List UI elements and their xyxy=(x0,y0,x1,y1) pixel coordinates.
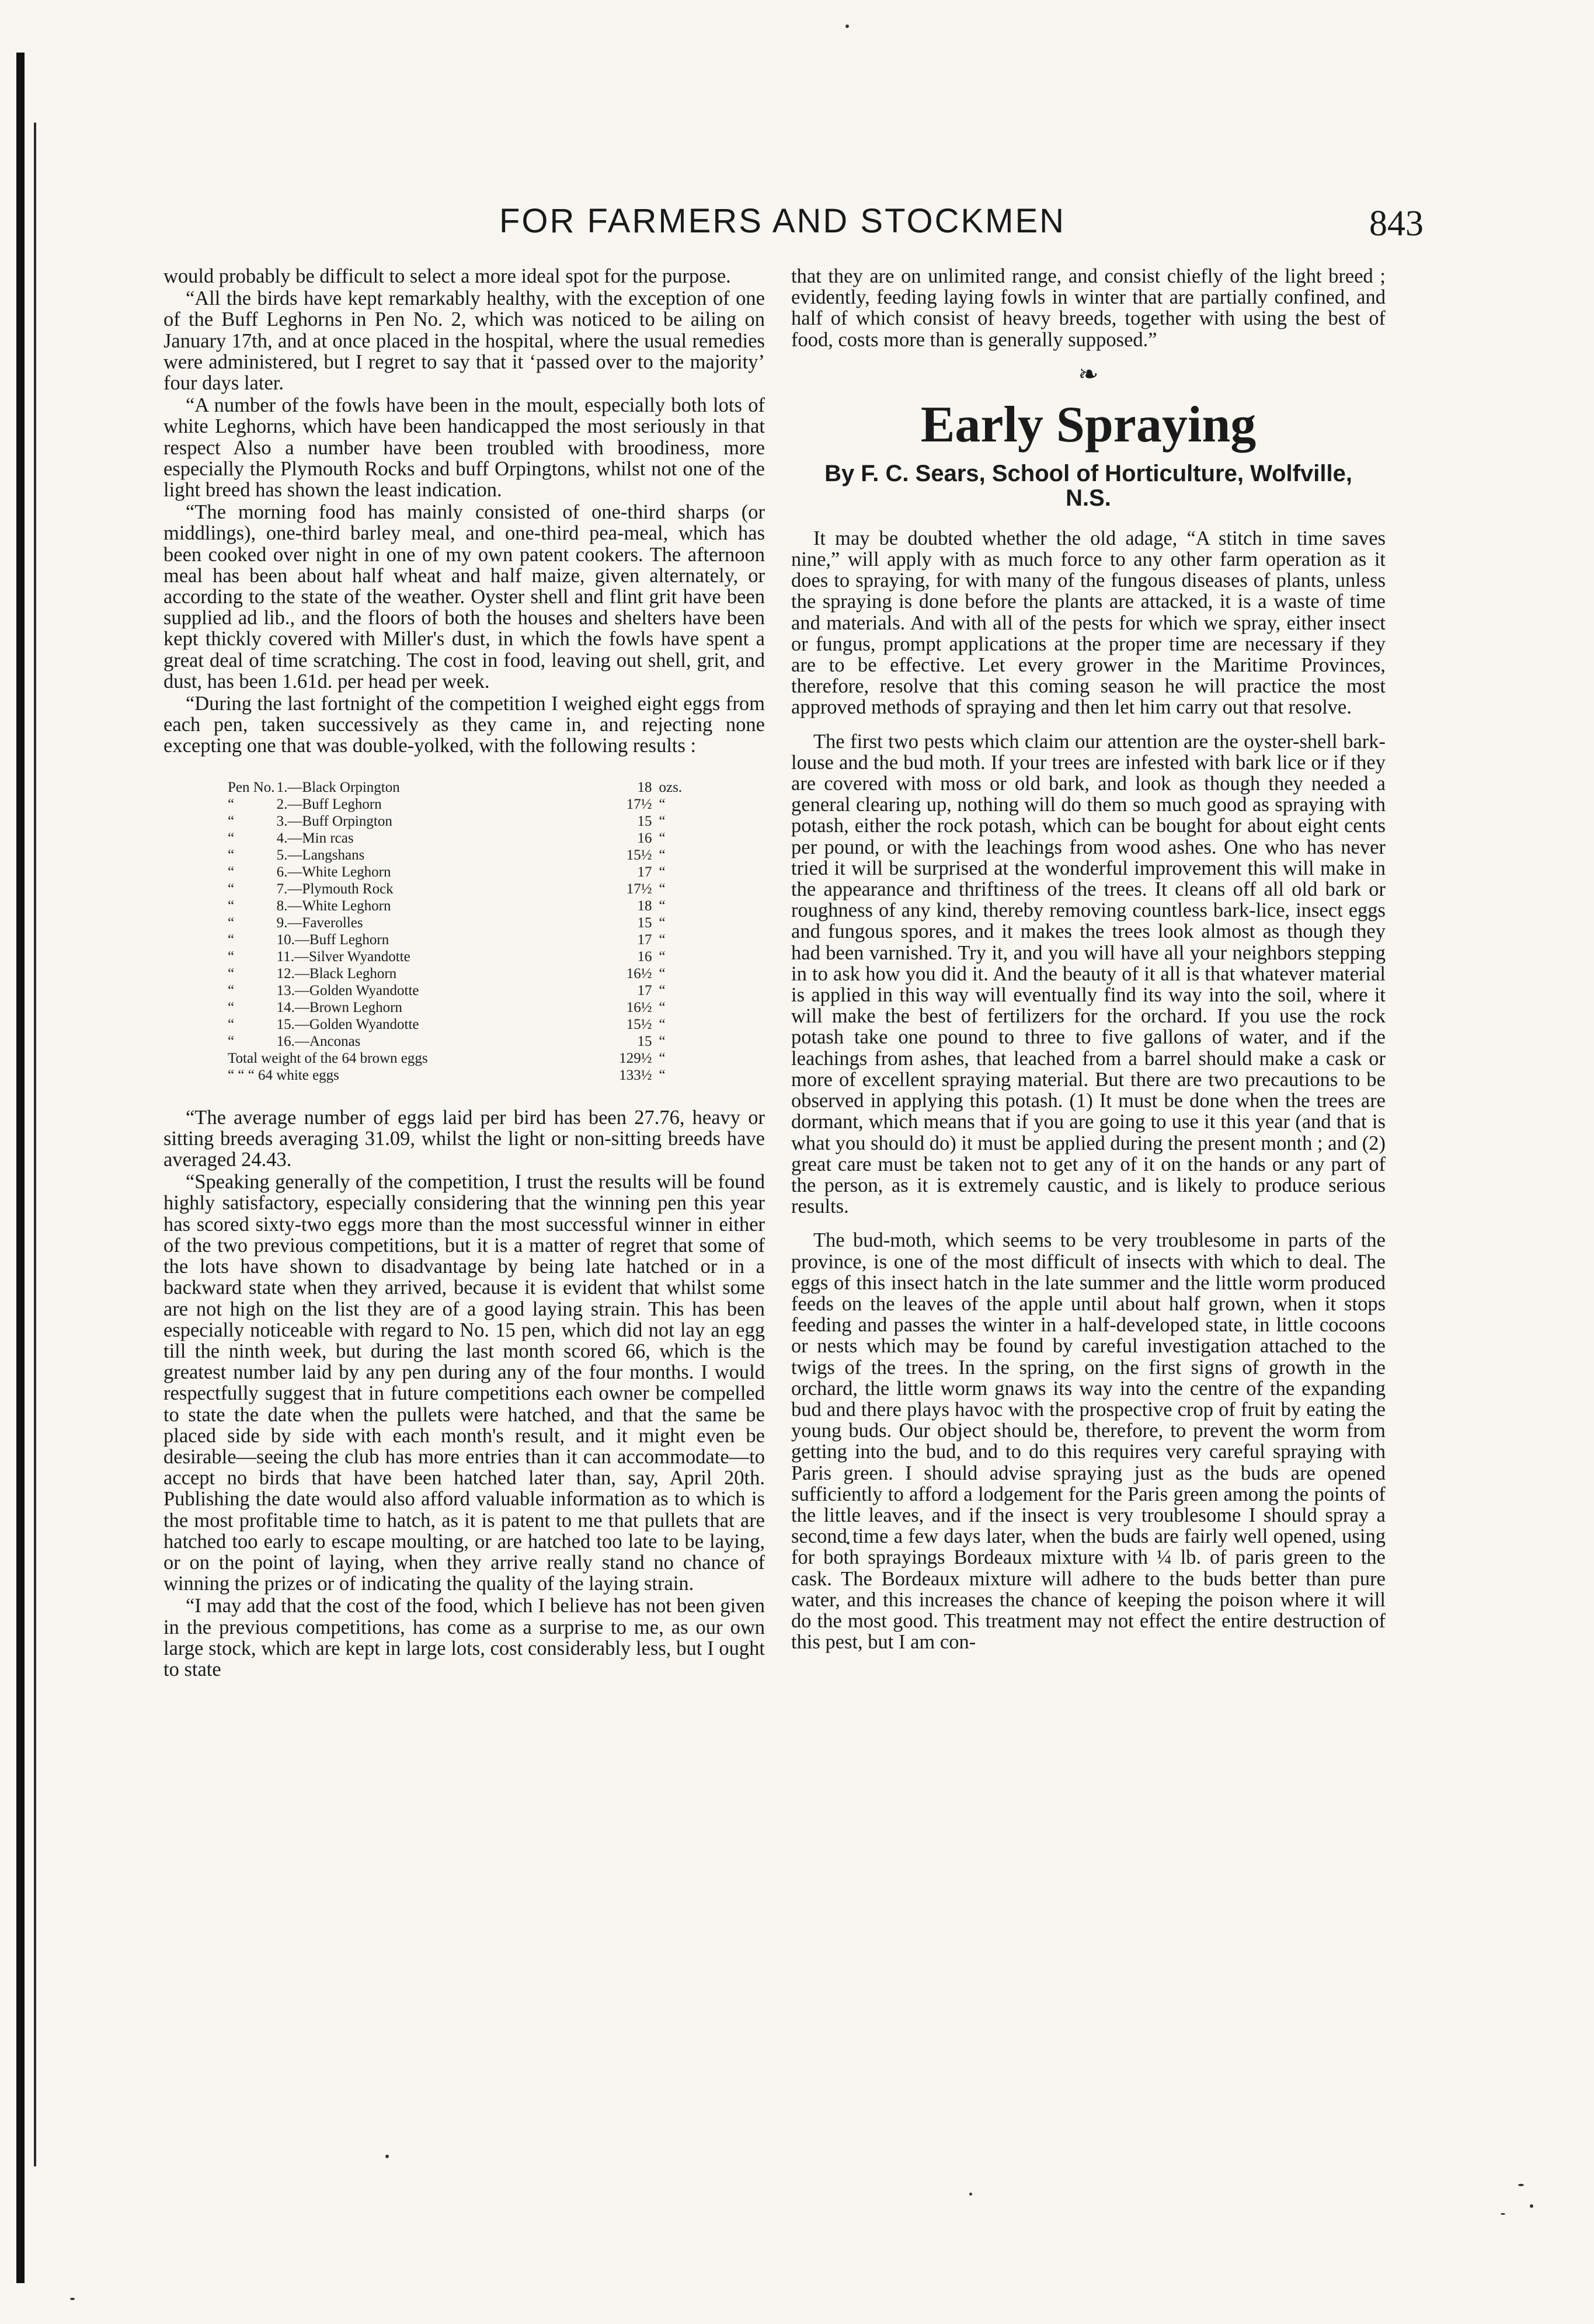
pen-prefix: “ xyxy=(228,948,235,965)
table-row xyxy=(228,1016,695,1033)
egg-weight: 15 xyxy=(637,813,652,829)
scan-binding-shadow xyxy=(16,53,25,2283)
breed-name: 8.—White Leghorn xyxy=(276,897,391,914)
table-row xyxy=(228,864,695,881)
pen-prefix: “ xyxy=(228,931,235,948)
egg-weight: 18 xyxy=(637,779,652,795)
article-title: Early Spraying xyxy=(920,396,1257,453)
egg-weight: 16½ xyxy=(626,965,652,982)
breed-name: 14.—Brown Leghorn xyxy=(276,999,402,1015)
weight-unit: “ xyxy=(659,864,666,880)
pen-prefix: “ xyxy=(228,914,235,931)
pen-prefix: “ xyxy=(228,965,235,982)
breed-name: 4.—Min rcas xyxy=(276,830,354,846)
table-row xyxy=(228,999,695,1016)
paragraph: “Speaking generally of the competition, I trust the results will be found highly satisfactory, especially considering that the winning pen this year has scored sixty-two eggs more than the most successful winner in either of the two previous competitions, but it is a matter of regret that some of the lots have shown to disadvantage by being late hatched or in a backward state when they arrived, because it is evident that whilst some are not high on the list they are of a good laying strain. This has been especially noticeable with regard to No. 15 pen, which did not lay an egg till the ninth week, but during the last month scored 66, which is the greatest number laid by any pen during any of the four months. I would respectfully suggest that in future competitions each owner be compelled to state the date when the pullets were hatched, and that the same be placed side by side with each month's result, and it might even be desirable—seeing the club has more entries than it can accommodate—to accept no birds that have been hatched later than, say, April 20th. Publishing the date would also afford valuable information as to which is the most profitable time to hatch, as it is patent to me that pullets that are hatched too early to escape moulting, or are hatched too late to be laying, or on the point of laying, when they arrive really stand no chance of winning the prizes or of indicating the quality of the laying strain. xyxy=(163,1171,765,1595)
weight-unit: “ xyxy=(659,999,666,1015)
pen-prefix: “ xyxy=(228,864,235,880)
egg-weight: 15 xyxy=(637,914,652,931)
total-weight: 129½ xyxy=(619,1050,652,1066)
pen-prefix: “ xyxy=(228,847,235,863)
scan-speck xyxy=(1530,2204,1533,2208)
breed-name: 9.—Faverolles xyxy=(276,914,363,931)
pen-prefix: “ xyxy=(228,999,235,1015)
pen-prefix: “ xyxy=(228,881,235,897)
weight-unit: “ xyxy=(659,1033,666,1049)
breed-name: 16.—Anconas xyxy=(276,1033,361,1049)
paragraph: “All the birds have kept remarkably healthy, with the exception of one of the Buff Leghorns in Pen No. 2, which was noticed to be ailing on January 17th, and at once placed in the hospital, where the usual remedies were administered, but I regret to say that it ‘passed over to the majority’ four days later. xyxy=(163,287,765,395)
egg-weight: 16 xyxy=(637,948,652,965)
running-head: FOR FARMERS AND STOCKMEN xyxy=(499,202,1066,240)
scan-speck xyxy=(1518,2184,1524,2186)
breed-name: 15.—Golden Wyandotte xyxy=(276,1016,419,1032)
paragraph: The bud-moth, which seems to be very troublesome in parts of the province, is one of the most difficult of insects with which to deal. The eggs of this insect hatch in the late summer and the little worm produced feeds on the leaves of the apple until about half grown, when it stops feeding and passes the winter in a half-developed state, in little cocoons or nests which may be found by careful investigation attached to the twigs of the trees. In the spring, on the first signs of growth in the orchard, the little worm gnaws its way into the centre of the expanding bud and there plays havoc with the prospective crop of fruit by eating the young buds. Our object should be, therefore, to prevent the worm from getting into the bud, and to do this requires very careful spraying with Paris green. I should advise spraying just as the buds are opened sufficiently to afford a lodgement for the Paris green among the points of the little leaves, and if the insect is very troublesome I should spray a second time a few days later, when the buds are fairly well opened, using for both sprayings Bordeaux mixture with ¼ lb. of paris green to the cask. The Bordeaux mixture will adhere to the buds better than pure water, and this increases the chance of keeping the poison where it will do the most good. This treatment may not effect the entire destruction of this pest, but I am con- xyxy=(791,1229,1386,1654)
table-row xyxy=(228,1033,695,1050)
total-label: “ “ “ 64 white eggs xyxy=(228,1067,339,1083)
pen-prefix: “ xyxy=(228,897,235,914)
weight-unit: ozs. xyxy=(659,779,683,795)
total-label: Total weight of the 64 brown eggs xyxy=(228,1050,428,1066)
pen-prefix: “ xyxy=(228,796,235,812)
table-total-row xyxy=(228,1050,695,1067)
scan-speck xyxy=(385,2155,389,2158)
breed-name: 2.—Buff Leghorn xyxy=(276,796,382,812)
breed-name: 1.—Black Orpington xyxy=(276,779,400,795)
left-column xyxy=(163,266,765,1680)
paragraph: “The average number of eggs laid per bird has been 27.76, heavy or sitting breeds averaging 31.09, whilst the light or non-sitting breeds have averaged 24.43. xyxy=(163,1106,765,1171)
pen-prefix: “ xyxy=(228,1033,235,1049)
egg-weight: 16 xyxy=(637,830,652,846)
breed-name: 5.—Langshans xyxy=(276,847,365,863)
byline: By F. C. Sears, School of Horticulture, Wolfville, N.S. xyxy=(824,460,1352,511)
breed-name: 13.—Golden Wyandotte xyxy=(276,982,419,999)
egg-weight: 18 xyxy=(637,897,652,914)
table-row xyxy=(228,931,695,948)
paragraph: “I may add that the cost of the food, which I believe has not been given in the previous competitions, has come as a surprise to me, as our own large stock, which are kept in large lots, cost considerably less, but I ought to state xyxy=(163,1595,765,1681)
weight-unit: “ xyxy=(659,881,666,897)
table-row xyxy=(228,847,695,864)
weight-unit: “ xyxy=(659,982,666,999)
weight-unit: “ xyxy=(659,847,666,863)
paragraph: It may be doubted whether the old adage, “A stitch in time saves nine,” will apply with as much force to any other farm operation as it does to spraying, for with many of the fungous diseases of plants, unless the spraying is done before the plants are attacked, it is a waste of time and materials. And with all of the pests for which we spray, either insect or fungus, prompt applications at the proper time are necessary if they are to be effective. Let every grower in the Maritime Provinces, therefore, resolve that this coming season he will practice the most approved methods of spraying and then let him carry out that resolve. xyxy=(791,527,1386,719)
scan-speck xyxy=(70,2298,75,2300)
egg-weight-table xyxy=(228,779,695,1084)
right-column xyxy=(791,266,1386,1652)
table-row xyxy=(228,914,695,931)
weight-unit: “ xyxy=(659,813,666,829)
breed-name: 10.—Buff Leghorn xyxy=(276,931,389,948)
scan-speck xyxy=(969,2193,972,2196)
breed-name: 3.—Buff Orpington xyxy=(276,813,392,829)
total-weight: 133½ xyxy=(619,1067,652,1083)
paragraph: “A number of the fowls have been in the moult, especially both lots of white Leghorns, which have been handicapped the most seriously in that respect Also a number have been troubled with broodiness, more especially the Plymouth Rocks and buff Orpingtons, whilst not one of the light breed has shown the least indication. xyxy=(163,394,765,502)
scan-speck xyxy=(845,25,849,28)
breed-name: 6.—White Leghorn xyxy=(276,864,391,880)
ornament-icon: ❧ xyxy=(1078,361,1099,388)
table-row xyxy=(228,897,695,914)
weight-unit: “ xyxy=(659,1016,666,1032)
pen-prefix: “ xyxy=(228,982,235,999)
weight-unit: “ xyxy=(659,1050,666,1066)
table-row xyxy=(228,830,695,847)
table-row xyxy=(228,779,695,796)
weight-unit: “ xyxy=(659,830,666,846)
table-total-row xyxy=(228,1067,695,1084)
paragraph: The first two pests which claim our attention are the oyster-shell bark-louse and the bud moth. If your trees are infested with bark lice or if they are covered with moss or old bark, and look as though they needed a general clearing up, nothing will do them so much good as spraying with potash, either the rock potash, which can be bought for about eight cents per pound, or with the leachings from wood ashes. One who has never tried it will be surprised at the wonderful improvement this will make in the appearance and thriftiness of the trees. It cleans off all old bark or roughness of any kind, thereby removing countless bark-lice, insect eggs and fungous spores, and it makes the trees look almost as though they had been varnished. Try it, and you will have all your neighbors stepping in to ask how you did it. And the beauty of it all is that whatever material is applied in this way will eventually find its way into the soil, where it will make the best of fertilizers for the orchard. If you use the rock potash take one pound to three to five gallons of water, and if the leachings from ashes, that leached from a barrel should make a cask or more of excellent spraying material. But there are two precautions to be observed in applying this potash. (1) It must be done when the trees are dormant, which means that if you are going to use it this year (and that is what you should do) it must be applied during the present month ; and (2) great care must be taken not to get any of it on the hands or any part of the person, as it is extremely caustic, and is likely to produce serious results. xyxy=(791,730,1386,1218)
paragraph: would probably be difficult to select a more ideal spot for the purpose. xyxy=(163,265,731,287)
scan-speck xyxy=(1501,2213,1505,2215)
egg-weight: 17 xyxy=(637,982,652,999)
weight-unit: “ xyxy=(659,914,666,931)
pen-prefix: Pen No. xyxy=(228,779,275,795)
weight-unit: “ xyxy=(659,897,666,914)
egg-weight: 15½ xyxy=(626,847,652,863)
weight-unit: “ xyxy=(659,1067,666,1083)
weight-unit: “ xyxy=(659,948,666,965)
table-row xyxy=(228,796,695,813)
weight-unit: “ xyxy=(659,796,666,812)
egg-weight: 15 xyxy=(637,1033,652,1049)
table-row xyxy=(228,881,695,897)
egg-weight: 17 xyxy=(637,864,652,880)
pen-prefix: “ xyxy=(228,830,235,846)
breed-name: 12.—Black Leghorn xyxy=(276,965,397,982)
pen-prefix: “ xyxy=(228,1016,235,1032)
scan-binding-line xyxy=(34,123,36,2166)
page-number: 843 xyxy=(1369,204,1424,243)
pen-prefix: “ xyxy=(228,813,235,829)
paragraph: that they are on unlimited range, and consist chiefly of the light breed ; evidently, feeding laying fowls in winter that are partially confined, and half of which consist of heavy breeds, together with using the best of food, costs more than is generally supposed.” xyxy=(791,265,1386,351)
breed-name: 7.—Plymouth Rock xyxy=(276,881,394,897)
paragraph: “During the last fortnight of the competition I weighed eight eggs from each pen, taken successively as they came in, and rejecting none excepting one that was double-yolked, with the following results : xyxy=(163,693,765,757)
egg-weight: 17 xyxy=(637,931,652,948)
egg-weight: 17½ xyxy=(626,881,652,897)
table-row xyxy=(228,982,695,999)
paragraph: “The morning food has mainly consisted of one-third sharps (or middlings), one-third barley meal, and one-third pea-meal, which has been cooked over night in one of my own patent cookers. The afternoon meal has been about half wheat and half maize, given alternately, or according to the state of the weather. Oyster shell and flint grit have been supplied ad lib., and the floors of both the houses and shelters have been kept thickly covered with Miller's dust, in which the fowls have spent a great deal of time scratching. The cost in food, leaving out shell, grit, and dust, has been 1.61d. per head per week. xyxy=(163,501,765,693)
egg-weight: 16½ xyxy=(626,999,652,1015)
breed-name: 11.—Silver Wyandotte xyxy=(276,948,410,965)
weight-unit: “ xyxy=(659,931,666,948)
egg-weight: 15½ xyxy=(626,1016,652,1032)
weight-unit: “ xyxy=(659,965,666,982)
table-row xyxy=(228,965,695,982)
table-row xyxy=(228,948,695,965)
egg-weight: 17½ xyxy=(626,796,652,812)
table-row xyxy=(228,813,695,830)
